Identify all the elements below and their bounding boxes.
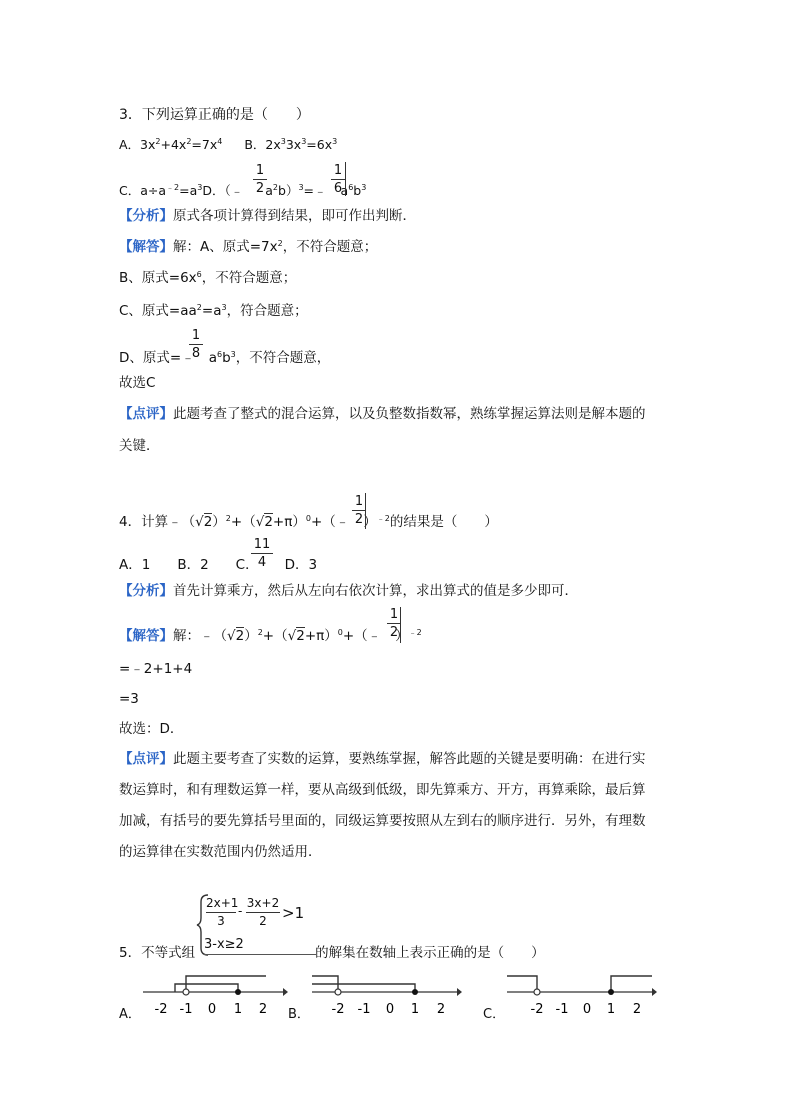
svg-text:2: 2 xyxy=(436,1002,446,1017)
q5-option-c-label: C． xyxy=(483,1007,506,1022)
q4-stem-fraction: 1 2 xyxy=(352,494,366,527)
q3-answer-c: C、原式$=aa^2=a^3$，符合题意； xyxy=(119,303,308,319)
svg-text:-1: -1 xyxy=(179,1002,193,1017)
q4-comment-4: 的运算律在实数范围内仍然适用． xyxy=(119,844,322,860)
q4-comment-1: 【点评】此题主要考查了实数的运算，要熟练掌握，解答此题的关键是要明确：在进行实 xyxy=(119,751,646,767)
q4-step-2: =3 xyxy=(119,691,139,707)
q3-answer-d: D、原式=﹣ $a^6b^3$，不符合题意， xyxy=(119,350,331,366)
q3-comment-1: 【点评】此题考查了整式的混合运算，以及负整数指数幂，熟练掌握运算法则是解本题的 xyxy=(119,406,646,422)
svg-text:-1: -1 xyxy=(357,1002,371,1017)
q3-comment-2: 关键． xyxy=(119,438,160,454)
q3-answer-d-fraction: 1 8 xyxy=(189,328,203,361)
svg-text:0: 0 xyxy=(207,1002,217,1017)
svg-text:-2: -2 xyxy=(331,1002,345,1017)
q3-analysis: 【分析】原式各项计算得到结果，即可作出判断． xyxy=(119,208,416,224)
svg-text:0: 0 xyxy=(385,1002,395,1017)
svg-text:-2: -2 xyxy=(154,1002,168,1017)
q3-stem: 3．下列运算正确的是（ ） xyxy=(119,107,310,123)
svg-text:1: 1 xyxy=(410,1002,420,1017)
q4-options: A．1 B．2 C． D．3 xyxy=(119,557,318,573)
q3-options-cd: C．$a\div a^{﹣2}=a^3D$．（﹣ $a^2b)^3=﹣$ $a^6b^3$ xyxy=(119,183,367,198)
q4-stem: 4．计算$﹣(√2)^2+(√2+\pi)^0+(﹣$ ）$^{﹣2}$的结果是（ ） xyxy=(119,514,498,530)
q5-option-b-numberline xyxy=(307,966,462,1022)
svg-text:1: 1 xyxy=(233,1002,243,1017)
svg-text:-1: -1 xyxy=(555,1002,569,1017)
q4-answer: 【解答】解：$﹣(√2)^2+(√2+\pi)^0+(﹣$ ）$^{﹣2}$ xyxy=(119,628,422,644)
svg-text:1: 1 xyxy=(606,1002,616,1017)
q3-answer-b: B、原式$=6x^6$，不符合题意； xyxy=(119,270,297,286)
q4-choice: 故选：D． xyxy=(119,721,184,737)
q3-choice: 故选C xyxy=(119,375,156,391)
q3-optD-fraction2: 1 6 xyxy=(331,163,345,196)
q4-answer-fraction: 1 2 xyxy=(387,607,401,640)
q4-comment-3: 加减，有括号的要先算括号里面的，同级运算要按照从左到右的顺序进行．另外，有理数 xyxy=(119,813,646,829)
q4-optC-fraction: 11 4 xyxy=(251,537,273,570)
svg-text:-2: -2 xyxy=(530,1002,544,1017)
q5-stem: 5．不等式组 的解集在数轴上表示正确的是（ ） xyxy=(119,945,545,961)
q3-fraction-bar xyxy=(345,162,346,196)
q4-answer-fraction-bar xyxy=(400,607,401,643)
q5-option-a-label: A． xyxy=(119,1007,141,1022)
q5-option-a-numberline xyxy=(138,966,288,1022)
q3-options-ab: A．$3x^2+4x^2=7x^4$ B．$2x^33x^3=6x^3$ xyxy=(119,137,338,152)
svg-text:0: 0 xyxy=(582,1002,592,1017)
svg-text:2: 2 xyxy=(258,1002,268,1017)
q5-option-c-numberline xyxy=(502,966,657,1022)
q4-analysis: 【分析】首先计算乘方，然后从左向右依次计算，求出算式的值是多少即可． xyxy=(119,583,578,599)
q5-inequality-system: 2x+1 3 - 3x+2 2 >1 3-x≥2 xyxy=(196,894,316,956)
q5-option-b-label: B． xyxy=(288,1007,310,1022)
q3-answer-a: 【解答】解：A、原式$=7x^2$，不符合题意； xyxy=(119,239,378,255)
q3-optD-fraction: 1 2 xyxy=(253,163,267,196)
q4-fraction-bar xyxy=(365,493,366,529)
svg-text:2: 2 xyxy=(632,1002,642,1017)
q4-comment-2: 数运算时，和有理数运算一样，要从高级到低级，即先算乘方、开方，再算乘除，最后算 xyxy=(119,782,646,798)
q4-step-1: =﹣2+1+4 xyxy=(119,661,193,677)
